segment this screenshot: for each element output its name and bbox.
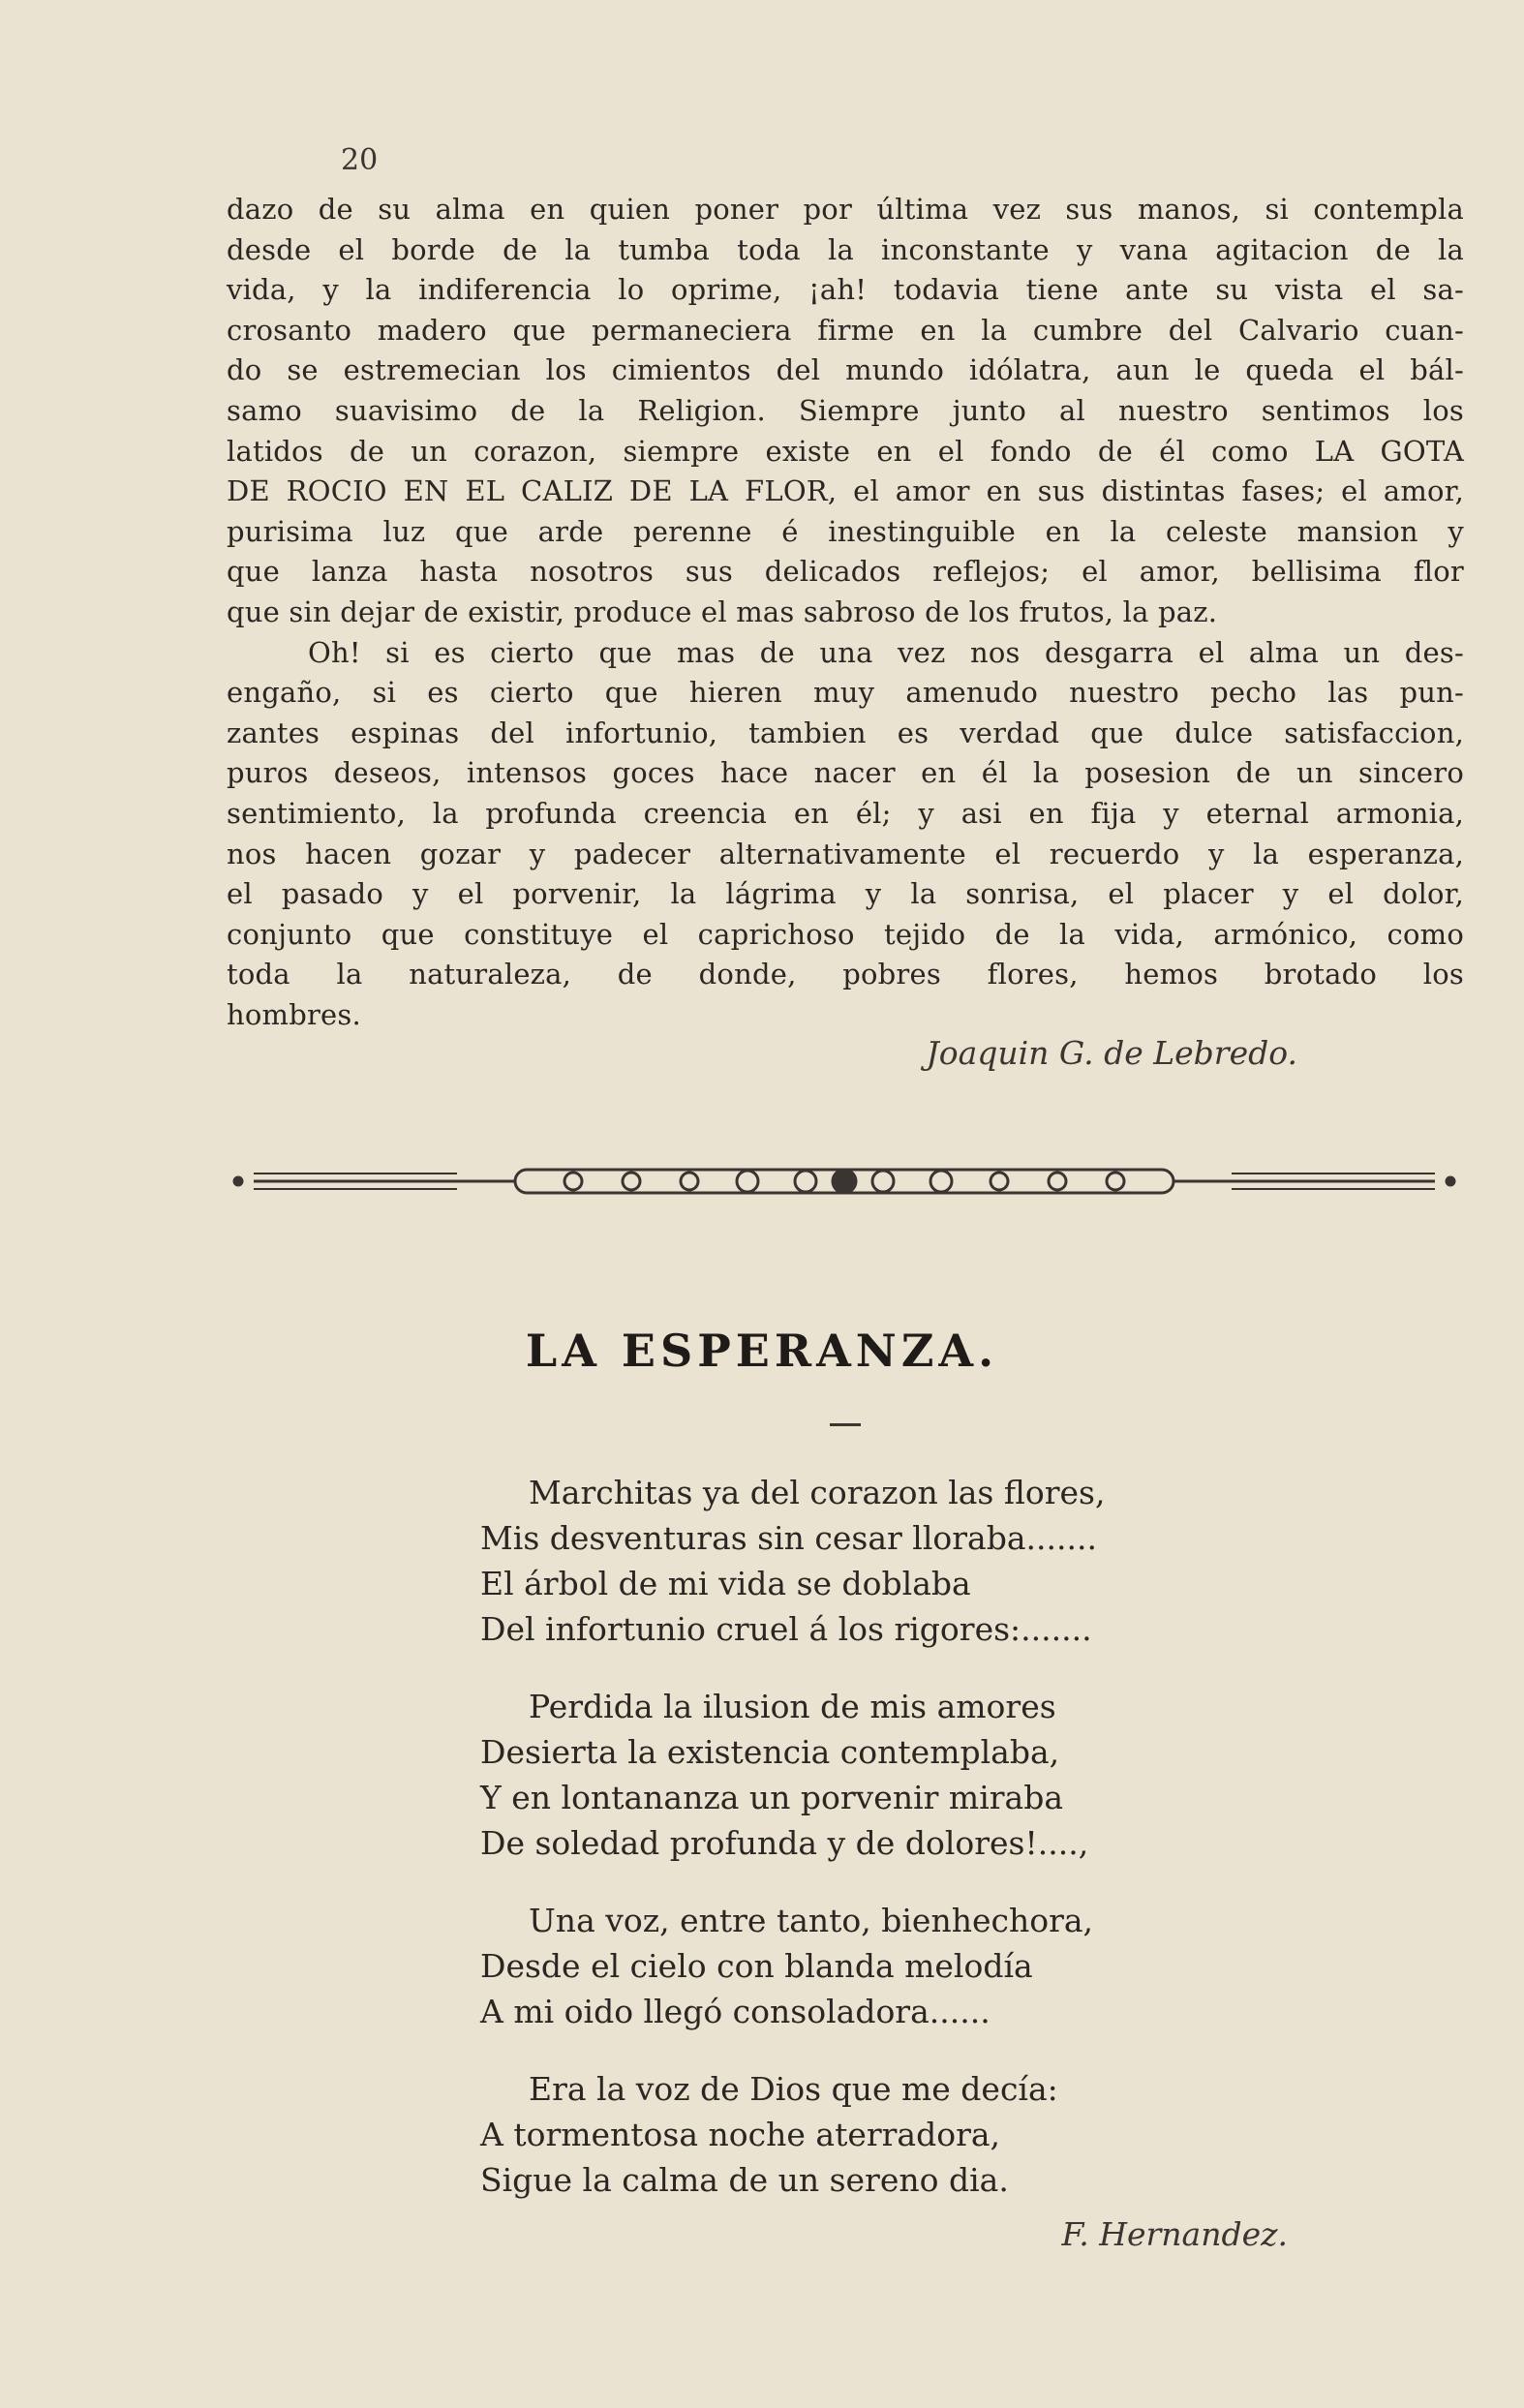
prose-line: purisima luz que arde perenne é inestinguible en la celeste mansion y: [227, 514, 1464, 548]
prose-line: vida, y la indiferencia lo oprime, ¡ah! todavia tiene ante su vista el sa-: [227, 273, 1464, 307]
poem-stanza: [480, 2066, 1352, 2203]
poem-stanza: [480, 1898, 1352, 2034]
poem-line: Sigue la calma de un sereno dia.: [480, 2161, 1009, 2199]
poem-line: Era la voz de Dios que me decía:: [529, 2070, 1058, 2108]
ornament-divider: [225, 1152, 1464, 1210]
poem-line: Marchitas ya del corazon las flores,: [529, 1474, 1106, 1511]
prose-line: Oh! si es cierto que mas de una vez nos desgarra el alma un des-: [308, 635, 1464, 669]
poem-line: Una voz, entre tanto, bienhechora,: [529, 1902, 1094, 1939]
poem-line: Desierta la existencia contemplaba,: [480, 1733, 1060, 1771]
prose-line: DE ROCIO EN EL CALIZ DE LA FLOR, el amor en sus distintas fases; el amor,: [227, 474, 1464, 508]
prose-line: el pasado y el porvenir, la lágrima y la sonrisa, el placer y el dolor,: [227, 877, 1464, 911]
poem-line: El árbol de mi vida se doblaba: [480, 1565, 971, 1602]
prose-line: sentimiento, la profunda creencia en él; y asi en fija y eternal armonia,: [227, 796, 1464, 830]
prose-line: toda la naturaleza, de donde, pobres flores, hemos brotado los: [227, 958, 1464, 991]
poem-line: Perdida la ilusion de mis amores: [529, 1688, 1056, 1725]
poem-stanza: [480, 1684, 1352, 1866]
title-dash: [830, 1423, 861, 1426]
page-number: 20: [341, 143, 379, 177]
poem-title: LA ESPERANZA.: [525, 1325, 999, 1377]
prose-line: nos hacen gozar y padecer alternativamente el recuerdo y la esperanza,: [227, 837, 1464, 870]
poem-line: Y en lontananza un porvenir miraba: [480, 1779, 1063, 1816]
prose-line: que lanza hasta nosotros sus delicados reflejos; el amor, bellisima flor: [227, 555, 1464, 589]
prose-line: zantes espinas del infortunio, tambien es verdad que dulce satisfaccion,: [227, 716, 1464, 749]
prose-line: hombres.: [227, 997, 361, 1031]
prose-line: crosanto madero que permaneciera firme en la cumbre del Calvario cuan-: [227, 313, 1464, 347]
poem-line: A tormentosa noche aterradora,: [480, 2116, 1001, 2153]
poem-line: Mis desventuras sin cesar lloraba.......: [480, 1519, 1097, 1557]
prose-signature: Joaquin G. de Lebredo.: [926, 1034, 1297, 1072]
prose-line: que sin dejar de existir, produce el mas sabroso de los frutos, la paz.: [227, 594, 1218, 628]
poem-signature: F. Hernandez.: [1061, 2215, 1288, 2253]
prose-line: puros deseos, intensos goces hace nacer en él la posesion de un sincero: [227, 756, 1464, 790]
poem-line: Desde el cielo con blanda melodía: [480, 1947, 1033, 1985]
prose-line: samo suavisimo de la Religion. Siempre junto al nuestro sentimos los: [227, 393, 1464, 427]
poem-line: De soledad profunda y de dolores!....,: [480, 1824, 1089, 1862]
prose-text: [227, 190, 1464, 1035]
prose-line: desde el borde de la tumba toda la inconstante y vana agitacion de la: [227, 232, 1464, 266]
poem: [480, 1470, 1352, 2235]
prose-line: latidos de un corazon, siempre existe en el fondo de él como LA GOTA: [227, 434, 1464, 468]
prose-line: dazo de su alma en quien poner por última vez sus manos, si contempla: [227, 193, 1464, 226]
prose-line: do se estremecian los cimientos del mundo idólatra, aun le queda el bál-: [227, 353, 1464, 387]
prose-line: engaño, si es cierto que hieren muy amenudo nuestro pecho las pun-: [227, 676, 1464, 710]
poem-line: Del infortunio cruel á los rigores:.......: [480, 1610, 1092, 1648]
prose-line: conjunto que constituye el caprichoso tejido de la vida, armónico, como: [227, 917, 1464, 951]
poem-stanza: [480, 1470, 1352, 1652]
poem-line: A mi oido llegó consoladora......: [480, 1993, 991, 2030]
